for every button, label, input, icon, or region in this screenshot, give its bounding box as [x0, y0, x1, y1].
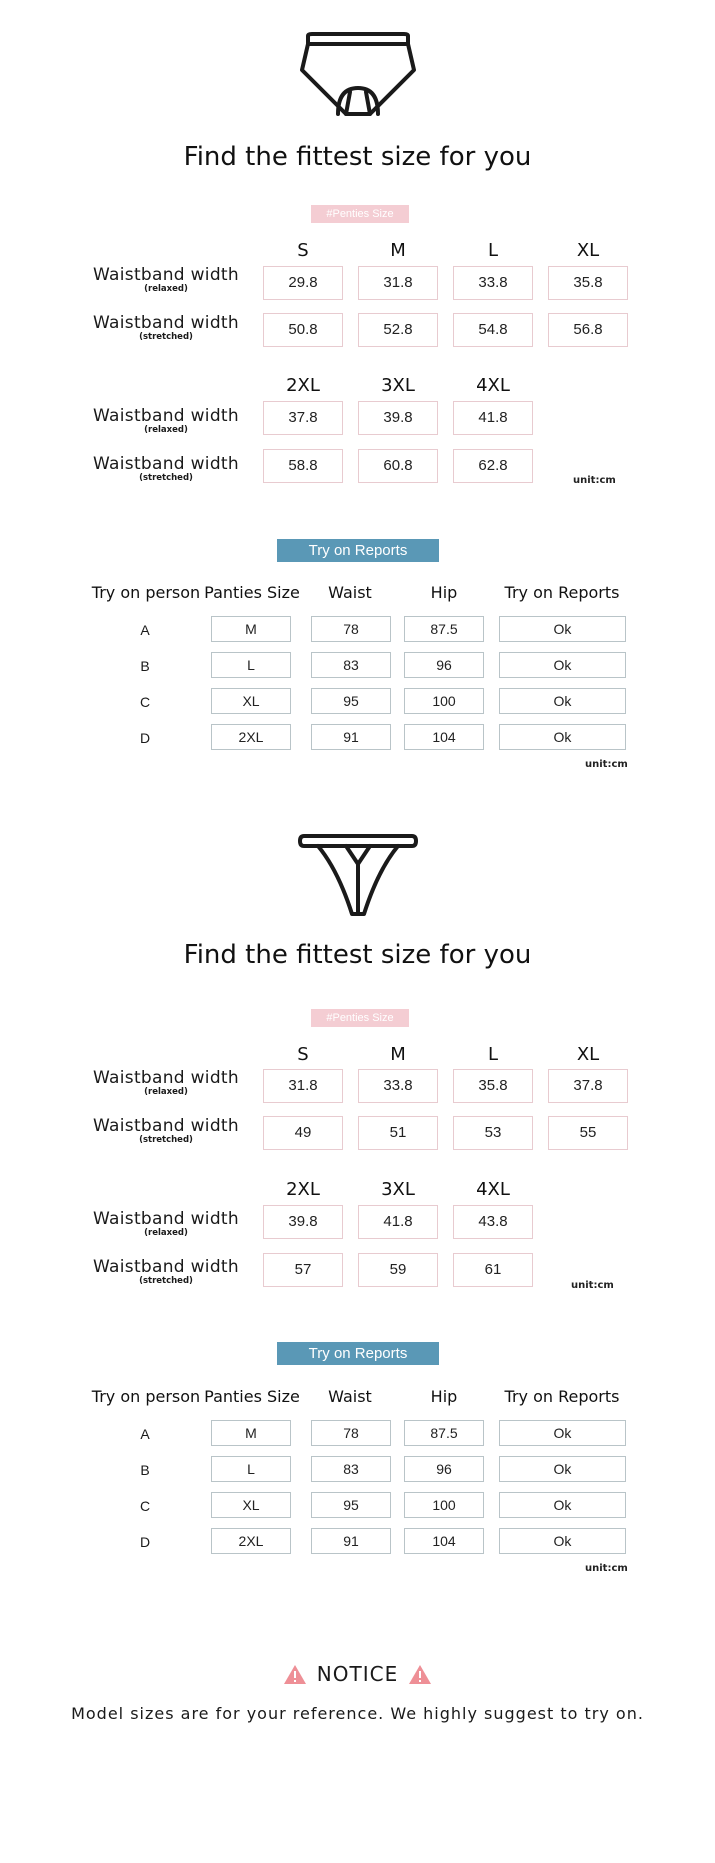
warning-triangle-icon: [408, 1664, 432, 1685]
size-cell: 31.8: [263, 1069, 343, 1103]
report-cell: L: [211, 1456, 291, 1482]
size-cell: 58.8: [263, 449, 343, 483]
size-header: M: [390, 1044, 406, 1065]
report-header: Try on Reports: [504, 1387, 620, 1406]
notice-header: [0, 1662, 715, 1686]
row-label-main: Waistband width: [93, 1116, 239, 1136]
size-header: 4XL: [476, 375, 510, 396]
size-header: 2XL: [286, 1179, 320, 1200]
size-cell: 37.8: [548, 1069, 628, 1103]
report-cell: 91: [311, 724, 391, 750]
size-cell: 35.8: [548, 266, 628, 300]
row-label-relaxed: [78, 1210, 254, 1238]
report-header: Hip: [430, 583, 458, 602]
row-label-sub: (stretched): [139, 1135, 193, 1145]
report-cell: 83: [311, 652, 391, 678]
size-header: L: [487, 240, 499, 261]
report-cell: 100: [404, 688, 484, 714]
report-header: Hip: [430, 1387, 458, 1406]
report-cell: Ok: [499, 1420, 626, 1446]
report-header: Waist: [328, 1387, 372, 1406]
size-header: S: [297, 1044, 309, 1065]
size-header: 2XL: [286, 375, 320, 396]
row-label-stretched: [78, 314, 254, 342]
try-on-reports-badge: Try on Reports: [277, 1342, 439, 1365]
row-label-main: Waistband width: [93, 313, 239, 333]
row-label-sub: (relaxed): [144, 284, 188, 294]
report-cell: 104: [404, 724, 484, 750]
report-cell: Ok: [499, 1492, 626, 1518]
section-1-title: Find the fittest size for you: [183, 142, 532, 172]
report-cell: Ok: [499, 616, 626, 642]
size-cell: 60.8: [358, 449, 438, 483]
report-cell: Ok: [499, 1456, 626, 1482]
section-2-size-badge: #Penties Size: [311, 1009, 409, 1027]
row-label-sub: (stretched): [139, 473, 193, 483]
report-cell: 96: [404, 1456, 484, 1482]
try-on-person: B: [140, 1462, 150, 1478]
report-cell: Ok: [499, 688, 626, 714]
size-header: L: [487, 1044, 499, 1065]
row-label-sub: (stretched): [139, 1276, 193, 1286]
size-header: M: [390, 240, 406, 261]
report-cell: M: [211, 1420, 291, 1446]
try-on-person: C: [139, 694, 151, 710]
try-on-person: D: [139, 730, 151, 746]
row-label-stretched: [78, 1117, 254, 1145]
thong-icon: [0, 830, 715, 918]
size-header: 4XL: [476, 1179, 510, 1200]
size-cell: 31.8: [358, 266, 438, 300]
report-cell: Ok: [499, 724, 626, 750]
section-2-title: Find the fittest size for you: [183, 940, 532, 970]
row-label-relaxed: [78, 1069, 254, 1097]
size-cell: 39.8: [358, 401, 438, 435]
section-1-size-badge: #Penties Size: [311, 205, 409, 223]
briefs-icon: [0, 30, 715, 120]
size-cell: 35.8: [453, 1069, 533, 1103]
report-cell: 95: [311, 688, 391, 714]
report-cell: 100: [404, 1492, 484, 1518]
size-cell: 41.8: [453, 401, 533, 435]
size-cell: 55: [548, 1116, 628, 1150]
try-on-person: B: [140, 658, 150, 674]
report-cell: Ok: [499, 1528, 626, 1554]
size-cell: 41.8: [358, 1205, 438, 1239]
report-header: Waist: [328, 583, 372, 602]
size-cell: 57: [263, 1253, 343, 1287]
row-label-sub: (relaxed): [144, 1087, 188, 1097]
report-header: Panties Size: [204, 583, 300, 602]
report-cell: L: [211, 652, 291, 678]
size-cell: 37.8: [263, 401, 343, 435]
report-cell: 78: [311, 616, 391, 642]
row-label-stretched: [78, 455, 254, 483]
size-cell: 33.8: [453, 266, 533, 300]
report-cell: 2XL: [211, 724, 291, 750]
report-unit-label: unit:cm: [585, 1563, 628, 1574]
row-label-main: Waistband width: [93, 1257, 239, 1277]
report-cell: 83: [311, 1456, 391, 1482]
size-cell: 56.8: [548, 313, 628, 347]
size-cell: 54.8: [453, 313, 533, 347]
size-header: S: [297, 240, 309, 261]
row-label-stretched: [78, 1258, 254, 1286]
row-label-sub: (stretched): [139, 332, 193, 342]
size-header: XL: [576, 240, 600, 261]
report-cell: 95: [311, 1492, 391, 1518]
size-cell: 43.8: [453, 1205, 533, 1239]
report-header: Panties Size: [204, 1387, 300, 1406]
row-label-main: Waistband width: [93, 265, 239, 285]
row-label-sub: (relaxed): [144, 425, 188, 435]
size-cell: 61: [453, 1253, 533, 1287]
row-label-sub: (relaxed): [144, 1228, 188, 1238]
size-cell: 59: [358, 1253, 438, 1287]
row-label-main: Waistband width: [93, 1068, 239, 1088]
row-label-main: Waistband width: [93, 1209, 239, 1229]
try-on-reports-badge: Try on Reports: [277, 539, 439, 562]
size-cell: 39.8: [263, 1205, 343, 1239]
size-cell: 51: [358, 1116, 438, 1150]
size-cell: 29.8: [263, 266, 343, 300]
size-cell: 50.8: [263, 313, 343, 347]
report-unit-label: unit:cm: [585, 759, 628, 770]
report-header: Try on Reports: [504, 583, 620, 602]
try-on-person: A: [140, 1426, 150, 1442]
report-cell: 96: [404, 652, 484, 678]
notice-text: Model sizes are for your reference. We highly suggest to try on.: [71, 1704, 644, 1723]
size-cell: 53: [453, 1116, 533, 1150]
report-cell: 2XL: [211, 1528, 291, 1554]
notice-title: NOTICE: [316, 1662, 399, 1686]
try-on-person: C: [139, 1498, 151, 1514]
report-cell: 91: [311, 1528, 391, 1554]
row-label-relaxed: [78, 266, 254, 294]
unit-label: unit:cm: [571, 1280, 614, 1291]
report-cell: 104: [404, 1528, 484, 1554]
report-cell: 87.5: [404, 1420, 484, 1446]
report-header: Try on person: [91, 583, 201, 602]
size-cell: 62.8: [453, 449, 533, 483]
try-on-person: A: [140, 622, 150, 638]
size-cell: 49: [263, 1116, 343, 1150]
row-label-main: Waistband width: [93, 406, 239, 426]
size-cell: 52.8: [358, 313, 438, 347]
size-header: XL: [576, 1044, 600, 1065]
try-on-person: D: [139, 1534, 151, 1550]
warning-triangle-icon: [283, 1664, 307, 1685]
report-header: Try on person: [91, 1387, 201, 1406]
report-cell: 78: [311, 1420, 391, 1446]
report-cell: XL: [211, 688, 291, 714]
row-label-relaxed: [78, 407, 254, 435]
size-header: 3XL: [381, 1179, 415, 1200]
row-label-main: Waistband width: [93, 454, 239, 474]
report-cell: XL: [211, 1492, 291, 1518]
size-header: 3XL: [381, 375, 415, 396]
report-cell: M: [211, 616, 291, 642]
unit-label: unit:cm: [573, 475, 616, 486]
report-cell: 87.5: [404, 616, 484, 642]
size-cell: 33.8: [358, 1069, 438, 1103]
report-cell: Ok: [499, 652, 626, 678]
